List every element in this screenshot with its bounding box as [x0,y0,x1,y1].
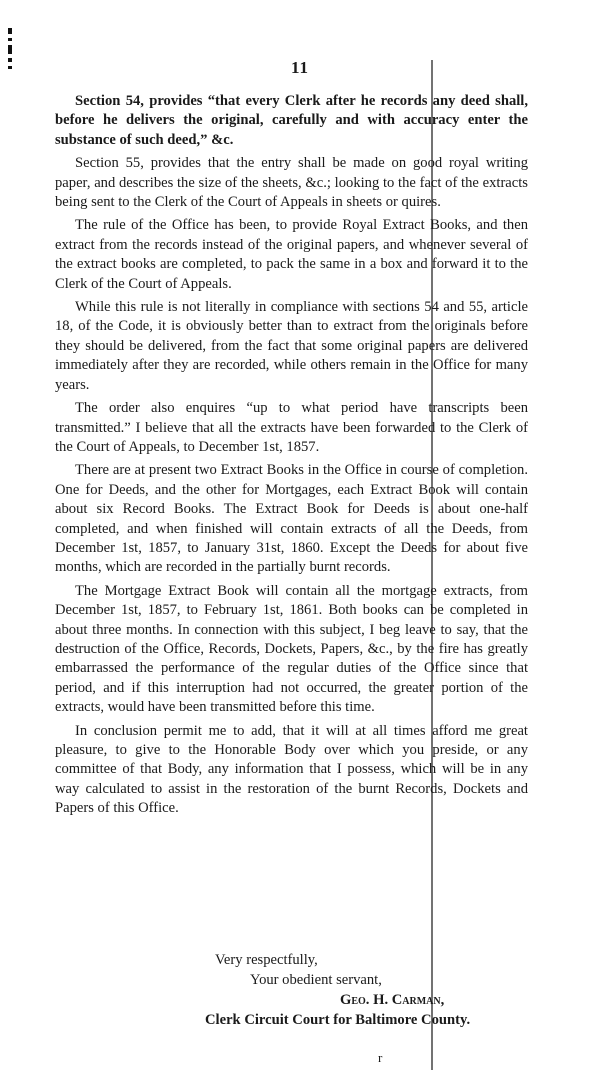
paragraph-section-54: Section 54, provides “that every Clerk after he records any deed shall, before he delivers the original, carefully and with accuracy enter the substance of such deed,” &c. [55,93,528,148]
paragraph-conclusion: In conclusion permit me to add, that it will at all times afford me great pleasure, to give to the Honorable Body over which you preside, or any committee of that Body, any information that I possess, which will be in any way calculated to assist in the restoration of the burnt Records, Dockets and Papers of this Office. [55,722,528,817]
paragraph-transcripts: The order also enquires “up to what period have transcripts been transmitted.” I believe that all the extracts have been forwarded to the Clerk of the Court of Appeals, to December 1st, 1857. [55,400,528,455]
paragraph-extract-books: There are at present two Extract Books in the Office in course of completion. One for Deeds, and the other for Mortgages, each Extract Book will contain about six Record Books. The Extract Book for Deeds is about one-half completed, and when finished will contain extracts of all the Deeds, from December 1st, 1857, to January 31st, 1860. Except the Deeds for about five months, which are recorded in the partially burnt records. [55,462,528,576]
closing-servant: Your obedient servant, [250,972,382,988]
page-number: 11 [290,58,310,77]
scan-edge-marks [0,0,12,1074]
signer-name: Geo. H. Carman, [340,992,445,1008]
paragraph-compliance: While this rule is not literally in compliance with sections 54 and 55, article 18, of the Code, it is obviously better than to extract from the originals before they should be delivered, from the fact that some original papers are delivered immediately after they are recorded, while others remain in the Office for many years. [55,299,528,393]
stray-mark: r [378,1050,383,1065]
closing-salutation: Very respectfully, [215,952,318,968]
signer-title: Clerk Circuit Court for Baltimore County. [205,1012,471,1028]
paragraph-section-55: Section 55, provides that the entry shall be made on good royal writing paper, and describes the size of the sheets, &c.; looking to the fact of the extracts being sent to the Clerk of the Court of Appeals in sheets or quires. [55,155,528,211]
paragraph-office-rule: The rule of the Office has been, to provide Royal Extract Books, and then extract from the records instead of the original papers, and whenever several of the extract books are completed, to pack the same in a box and forward it to the Clerk of the Court of Appeals. [55,217,528,292]
body-text [55,92,528,823]
paragraph-mortgage-extract: The Mortgage Extract Book will contain all the mortgage extracts, from December 1st, 1857, to February 1st, 1861. Both books can be completed in about three months. In connection with this subject, I beg leave to say, that the destruction of the Office, Records, Dockets, Papers, &c., by the fire has greatly embarrassed the performance of the regular duties of the Office since that period, and if this interruption had not occurred, the greater portion of the extracts, would have been transmitted before this time. [55,582,528,716]
